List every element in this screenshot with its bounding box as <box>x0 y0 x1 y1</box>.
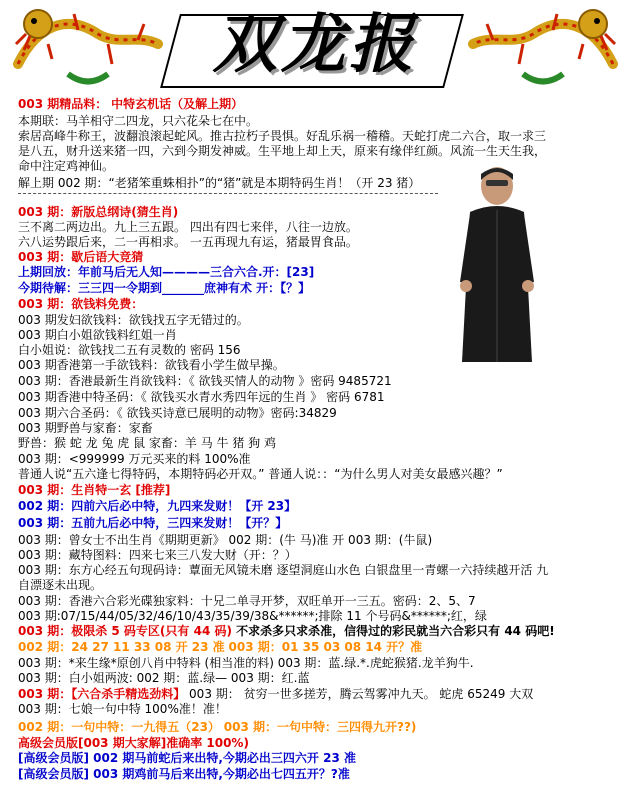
text-segment: 是八五，财升送来猪一四，六到今期发神威。生平地上却上天，原来有缘伴红颜。风流一生天生我， <box>18 144 547 158</box>
text-segment: 003 期精品料： <box>18 97 108 111</box>
text-line <box>18 751 356 766</box>
text-segment: 003 期：生肖特一玄 [推荐] <box>18 483 171 497</box>
text-line <box>18 467 503 482</box>
text-segment: 今期待解：三三四一令期到_______庶神有术 开：【？】 <box>18 281 311 295</box>
text-line <box>18 767 350 782</box>
text-line <box>18 624 555 639</box>
text-segment: 003 期：歇后语大竞猜 <box>18 250 144 264</box>
text-segment: 003 期：香港最新生肖欲钱料：《 欲钱买情人的动物 》密码 9485721 <box>18 374 392 388</box>
text-line <box>18 594 476 609</box>
text-segment: 002 期：一句中特：一九得五（23） <box>18 720 220 734</box>
text-segment: 003 期：藏特图料：四来七来三八发大财（开：？） <box>18 548 297 562</box>
text-segment: 上期回放：年前马后无人知————三合六合.开：[23] <box>18 265 315 279</box>
text-segment: 003 期:07/15/44/05/32/46/10/43/35/39/38&******;排除 11 个号码&******;红，绿 <box>18 609 487 623</box>
header <box>0 0 631 96</box>
text-line <box>18 548 297 563</box>
text-line <box>18 720 416 735</box>
text-segment: [高级会员版] 003 期鸡前马后来出特,今期必出七四五开？?准 <box>18 767 350 781</box>
text-segment: 003 期：01 35 03 08 14 开？准 <box>228 640 423 654</box>
text-segment: 003 期：东方心经五句现码诗：蕈面无风镜未磨 逐望洞庭山水色 白银盘里一青螺一六持续越开活 九 <box>18 563 549 577</box>
text-line <box>18 609 487 624</box>
text-line <box>18 97 243 112</box>
text-line <box>18 687 533 702</box>
text-line <box>18 452 251 467</box>
text-line <box>18 499 296 514</box>
page-title: 双龙报 <box>213 7 417 82</box>
text-segment: 002 期：24 27 11 33 08 开 23 准 <box>18 640 225 654</box>
text-line <box>18 250 143 265</box>
text-segment: 003 期白小姐欲钱料红姐一肖 <box>18 328 177 342</box>
text-line <box>18 297 143 312</box>
text-line <box>18 483 170 498</box>
text-segment: [高级会员版] 002 期马前蛇后来出特,今期必出三四六开 23 准 <box>18 751 356 765</box>
text-segment: 003 期：七娘一句中特 100%准！准！ <box>18 702 227 716</box>
text-line <box>18 406 337 421</box>
text-line <box>18 702 227 717</box>
text-segment: 白小姐说：欲钱找二五有灵数的 密码 156 <box>18 343 241 357</box>
text-segment: 索居高峰牛称王，波翻浪滚起蛇风。推古拉朽子畏惧。好乱乐祸一稽稽。天蛇打虎二六合，取一求三 <box>18 129 547 143</box>
text-line <box>18 343 241 358</box>
text-line <box>18 114 258 129</box>
text-line <box>18 159 114 174</box>
right-dragon-icon <box>468 4 623 94</box>
text-segment: 003 期：香港六合彩光碟独家料：十兄二单寻开梦，双旺单开一三五。密码：2、5、7 <box>18 594 476 608</box>
person-portrait <box>452 162 542 362</box>
text-line <box>18 176 420 191</box>
text-segment: 003 期：五前九后必中特，三四来发财！【开？】 <box>18 516 288 530</box>
text-line <box>18 533 432 548</box>
text-line <box>18 656 474 671</box>
text-segment: 003 期：【六合杀手精选劲料】 <box>18 687 186 701</box>
text-segment: 本期联：马羊相守二四龙，只六花朵七在中。 <box>18 114 259 128</box>
text-segment: 普通人说“五六逢七得特码，本期特码必开双。” 普通人说：：“为什么男人对美女最感兴趣？” <box>18 467 503 481</box>
text-line <box>18 328 177 343</box>
text-segment: 003 期发妇欲钱料：欲钱找五字无错过的。 <box>18 313 249 327</box>
text-segment: 003 期六合圣码：《 欲钱买诗意已展明的动物》密码:34829 <box>18 406 337 420</box>
text-segment: 003 期：白小姐两波: 002 期：蓝.绿— 003 期：红.蓝 <box>18 671 310 685</box>
text-segment: 003 期：<999999 万元买来的料 100%准 <box>18 452 251 466</box>
text-segment: 命中注定鸡神仙。 <box>18 159 115 173</box>
text-line <box>18 313 249 328</box>
text-line <box>18 390 385 405</box>
text-segment: 003 期：欲钱料免费： <box>18 297 144 311</box>
text-segment: 003 期香港第一手欲钱料：欲钱看小学生做早操。 <box>18 358 285 372</box>
text-line <box>18 205 178 220</box>
divider <box>18 193 438 194</box>
text-segment: 003 期：极限杀 5 码专区(只有 44 码) <box>18 624 232 638</box>
left-dragon-icon <box>8 4 163 94</box>
text-line <box>18 736 249 751</box>
text-line <box>18 563 548 578</box>
text-line <box>18 265 314 280</box>
text-line <box>18 671 309 686</box>
text-segment: 高级会员版[003 期大家解]准确率 100%) <box>18 736 249 750</box>
text-line <box>18 640 422 655</box>
text-segment: 003 期野兽与家畜：家畜 <box>18 421 153 435</box>
text-line <box>18 129 546 144</box>
text-segment: 003 期： 贫穷一世多搓芳，腾云驾雾冲九天。 蛇虎 65249 大双 <box>185 687 534 701</box>
text-segment: 野兽：猴 蛇 龙 兔 虎 鼠 家畜：羊 马 牛 猪 狗 鸡 <box>18 436 276 450</box>
text-segment: 002 期：四前六后必中特，九四来发财！【开 23】 <box>18 499 297 513</box>
text-line <box>18 374 392 389</box>
text-line <box>18 235 358 250</box>
text-segment: 自漂逐未出现。 <box>18 578 103 592</box>
text-segment: 六八运势跟后来，二一再相求。 一五再现九有运，猪最胃食品。 <box>18 235 358 249</box>
text-segment: 003 期：*来生缘*原创八肖中特料 (相当准的料) 003 期：蓝.绿.*.虎蛇猴猪.龙羊狗牛. <box>18 656 474 670</box>
text-segment: 解上期 002 期：“老猪笨重蛛相扑”的“猪”就是本期特码生肖！（开 23 猪） <box>18 176 421 190</box>
text-segment: 003 期香港中特圣码：《 欲钱买水青水秀四年远的生肖 》 密码 6781 <box>18 390 385 404</box>
text-segment: 003 期：一句中特：三四得九开??) <box>223 720 417 734</box>
text-segment: 003 期：新版总纲诗(猜生肖) <box>18 205 179 219</box>
text-line <box>18 436 276 451</box>
text-segment: 三不离二两边出。九上三五跟。 四出有四七来伴，八往一边放。 <box>18 220 358 234</box>
text-segment: 中特玄机话（及解上期） <box>111 97 244 111</box>
text-line <box>18 516 287 531</box>
text-segment: 不求杀多只求杀准，信得过的彩民就当六合彩只有 44 码吧! <box>231 624 555 638</box>
text-line <box>18 144 546 159</box>
text-line <box>18 358 285 373</box>
text-line <box>18 281 310 296</box>
text-line <box>18 578 102 593</box>
text-line <box>18 220 358 235</box>
text-segment: 003 期：曾女士不出生肖《期期更新》 002 期：(牛 马)准 开 003 期：(牛鼠) <box>18 533 433 547</box>
text-line <box>18 421 153 436</box>
